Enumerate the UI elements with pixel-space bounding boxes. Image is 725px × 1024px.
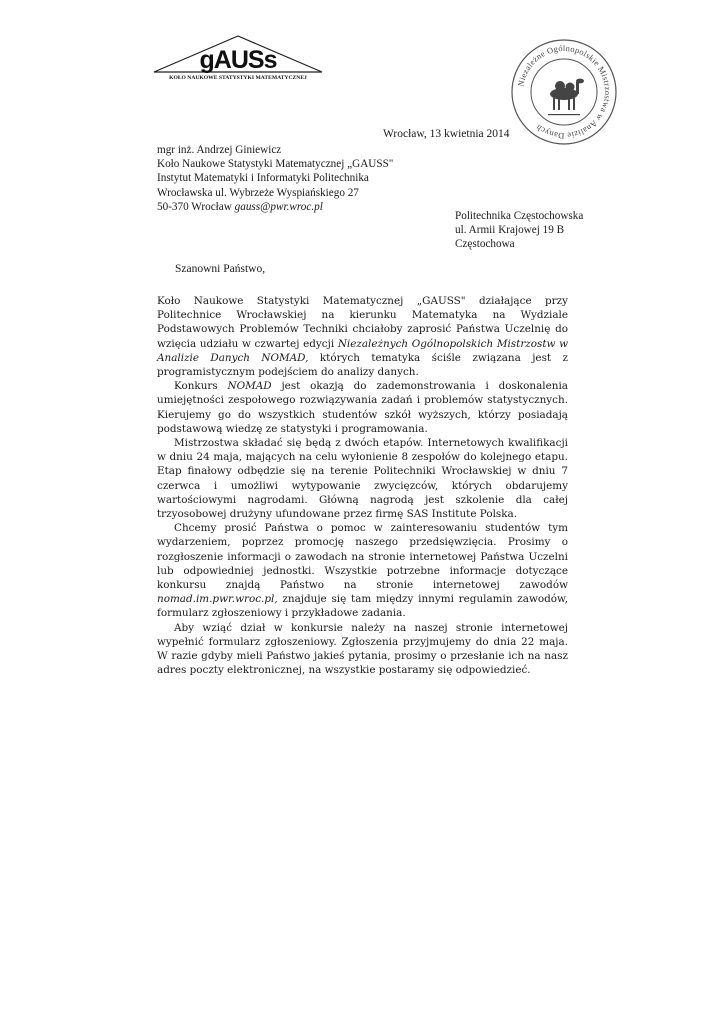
recipient-city: Częstochowa (455, 238, 515, 251)
p2-text-a: Konkurs (174, 380, 228, 393)
gauss-logo (152, 34, 324, 82)
paragraph-promotion (157, 521, 568, 620)
p1-text-b: których tematyka ściśle związana jest z programistycznym podejściem do analizy danych. (157, 351, 568, 379)
sender-address: Wrocławska ul. Wybrzeże Wyspiańskiego 27 (157, 186, 359, 199)
letter-body (157, 294, 568, 677)
sender-org: Koło Naukowe Statystyki Matematycznej „GAUSS" (157, 158, 394, 171)
paragraph-contest (157, 379, 568, 436)
recipient-name: Politechnika Częstochowska (455, 210, 584, 222)
sender-name: mgr inż. Andrzej Giniewicz (157, 144, 282, 156)
p1-text-a: Koło Naukowe Statystyki Matematycznej „GAUSS" działające przy Politechnice Wrocławskiej na kierunku Matematyka na Wydziale Podstawowych Problemów Techniki chciałoby zaprosić Państwa Uczelnię do wzięcia udziału w czwartej edycji (157, 295, 568, 350)
sender-block (157, 143, 393, 214)
paragraph-invitation (157, 294, 568, 379)
recipient-street: ul. Armii Krajowej 19 B (455, 224, 565, 237)
nomad-seal (510, 38, 618, 146)
sender-city: 50-370 Wrocław (157, 200, 232, 213)
recipient-block (455, 209, 583, 252)
p4-text-a: Chcemy prosić Państwa o pomoc w zainteresowaniu studentów tym wydarzeniem, poprzez promocję naszego przedsięwzięcia. Prosimy o rozgłoszenie informacji o zawodach na stronie internetowej Państwa Uczelni lub odpowiedniej jednostki. Wszystkie potrzebne informacje dotyczące konkursu znajdą Państwo na stronie internetowej zawodów (157, 522, 568, 592)
paragraph-registration: Aby wziąć dział w konkursie należy na naszej stronie internetowej wypełnić formularz zgłoszeniowy. Zgłoszenia przyjmujemy do dnia 22 maja. W razie gdyby mieli Państwo jakieś pytania, prosimy o przesłanie ich na nasz adres poczty elektronicznej, na wszystkie postaramy się odpowiedzieć. (157, 621, 568, 677)
contest-name: Niezależnych Ogólnopolskich Mistrzostw w Analizie Danych NOMAD, (157, 337, 568, 364)
sender-city-line (157, 200, 393, 214)
paragraph-stages: Mistrzostwa składać się będą z dwóch etapów. Internetowych kwalifikacji w dniu 24 maja, mających na celu wyłonienie 8 zespołów do kolejnego etapu. Etap finałowy odbędzie się na terenie Politechniki Wrocławskiej w dniu 7 czerwca i umożliwi wytypowanie zwycięzców, których obdarujemy wartościowymi nagrodami. Główną nagrodą jest szkolenie dla całej trzyosobowej drużyny ufundowane przez firmę SAS Institute Polska. (157, 437, 568, 521)
gauss-logo-text: gAUSs (199, 46, 277, 74)
gauss-logo-caption: KOŁO NAUKOWE STATYSTYKI MATEMATYCZNEJ (169, 75, 307, 81)
sender-email[interactable]: gauss@pwr.wroc.pl (234, 200, 323, 213)
p2-text-b: jest okazją do zademonstrowania i doskonalenia umiejętności zespołowego rozwiązywania zadań i problemów statystycznych. Kierujemy go do wszystkich studentów szkół wyższych, którzy posiadają podstawową wiedzę ze statystyki i programowania. (157, 380, 568, 435)
p4-text-b: znajduje się tam między innymi regulamin zawodów, formularz zgłoszeniowy i przykładowe zadania. (157, 593, 568, 620)
contest-website[interactable]: nomad.im.pwr.wroc.pl, (157, 593, 278, 606)
date-line: Wrocław, 13 kwietnia 2014 (383, 128, 510, 140)
greeting: Szanowni Państwo, (175, 263, 266, 275)
contest-abbrev: NOMAD (227, 380, 272, 393)
seal-ring-text: Niezależne Ogólnopolskie Mistrzostwa w Analizie Danych (516, 43, 613, 141)
camel-icon (548, 79, 584, 116)
sender-institute: Instytut Matematyki i Informatyki Politechnika (157, 172, 369, 185)
